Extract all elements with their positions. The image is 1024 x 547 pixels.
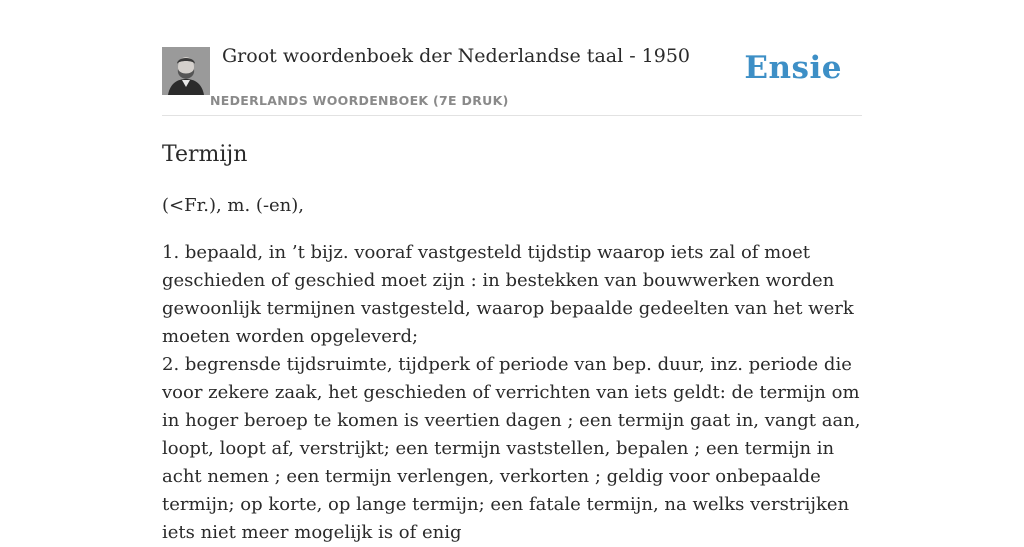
author-portrait-icon [162,47,210,95]
entry-content [162,140,862,547]
brand-logo[interactable]: Ensie [744,50,842,86]
header [162,0,862,116]
entry-grammar: (<Fr.), m. (-en), [162,195,305,216]
book-subtitle: NEDERLANDS WOORDENBOEK (7E DRUK) [210,93,509,108]
book-title[interactable]: Groot woordenboek der Nederlandse taal - 1950 [222,45,691,67]
definition-1: 1. bepaald, in ’t bijz. vooraf vastgesteld tijdstip waarop iets zal of moet geschieden of geschied moet zijn : in bestekken van bouwwerken worden gewoonlijk termijnen vastgesteld, waarop bepaalde gedeelten van het werk moeten worden opgeleverd; [162,242,854,347]
definition-2: 2. begrensde tijdsruimte, tijdperk of periode van bep. duur, inz. periode die voor zekere zaak, het geschieden of verrichten van iets geldt: de termijn om in hoger beroep te komen is veertien dagen ; een termijn gaat in, vangt aan, loopt, loopt af, verstrijkt; een termijn vaststellen, bepalen ; een termijn in acht nemen ; een termijn verlengen, verkorten ; geldig voor onbepaalde termijn; op korte, op lange termijn; een fatale termijn, na welks verstrijken iets niet meer mogelijk is of enig [162,354,861,543]
main-container [162,0,862,547]
avatar[interactable] [162,47,210,95]
entry-title: Termijn [162,142,248,167]
definitions [162,239,862,547]
